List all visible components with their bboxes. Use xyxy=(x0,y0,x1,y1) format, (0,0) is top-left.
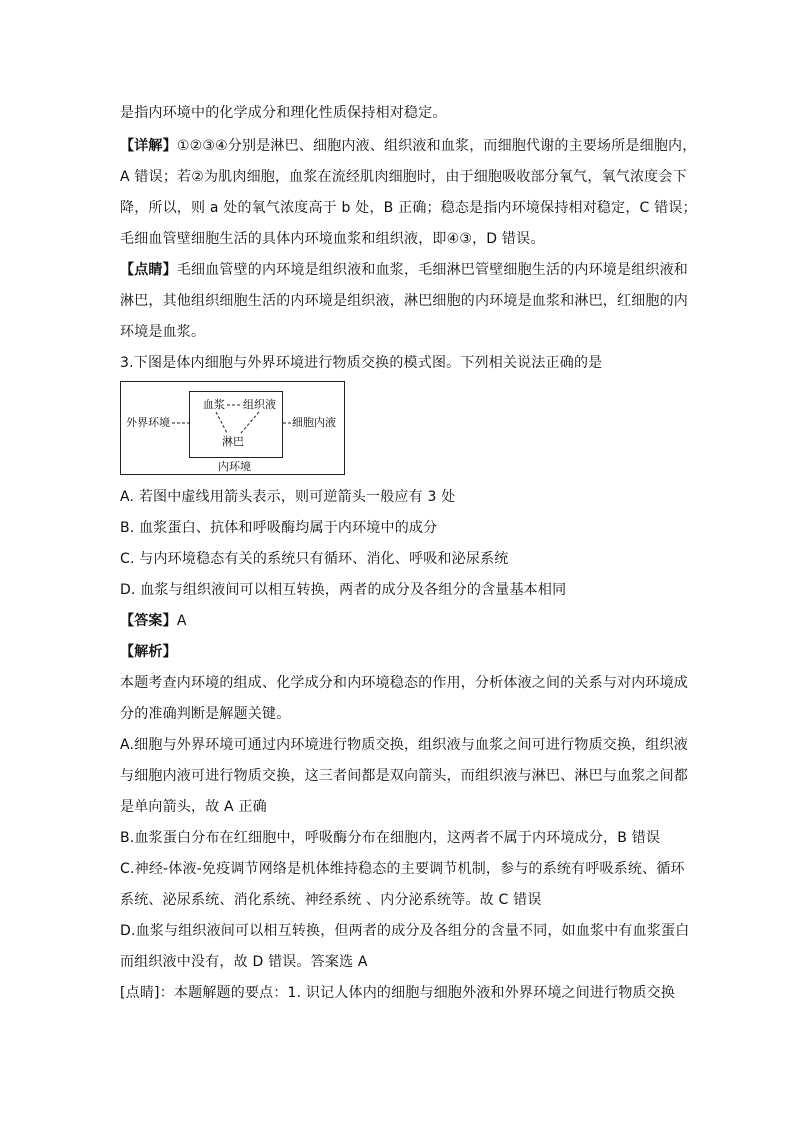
option-b: B. 血浆蛋白、抗体和呼吸酶均属于内环境中的成分 xyxy=(120,520,438,536)
answer-value: A xyxy=(176,613,187,629)
detail-line-2: A 错误；若②为肌肉细胞，血浆在流经肌肉细胞时，由于细胞吸收部分氧气，氧气浓度会下 xyxy=(120,169,687,185)
internal-environment-label: 内环境 xyxy=(218,460,251,473)
comment-line-1 xyxy=(120,260,689,280)
detail-line-3: 降，所以，则 a 处的氧气浓度高于 b 处，B 正确；稳态是指内环境保持相对稳定，C 错误； xyxy=(120,200,697,216)
intracellular-fluid-label: 细胞内液 xyxy=(292,416,336,429)
analysis-line-7: C.神经-体液-免疫调节网络是机体维持稳态的主要调节机制，参与的系统有呼吸系统、循环 xyxy=(120,861,685,877)
tissue-fluid-label: 组织液 xyxy=(243,398,276,411)
analysis-line-9: D.血浆与组织液间可以相互转换，但两者的成分及各组分的含量不同，如血浆中有血浆蛋白 xyxy=(120,923,690,939)
exchange-diagram xyxy=(120,381,346,475)
answer-line xyxy=(120,611,680,631)
question-stem: 3.下图是体内细胞与外界环境进行物质交换的模式图。下列相关说法正确的是 xyxy=(120,355,603,371)
plasma-label: 血浆 xyxy=(203,398,225,411)
detail-label: 【详解】 xyxy=(120,138,177,154)
analysis-line-6: B.血浆蛋白分布在红细胞中，呼吸酶分布在细胞内，这两者不属于内环境成分，B 错误 xyxy=(120,830,661,846)
lymph-label: 淋巴 xyxy=(222,435,244,448)
outer-environment-label: 外界环境 xyxy=(126,416,170,429)
detail-line-4: 毛细血管壁细胞生活的具体内环境血浆和组织液，即④③，D 错误。 xyxy=(120,231,545,247)
analysis-line-2: 分的准确判断是解题关键。 xyxy=(120,706,291,722)
answer-label: 【答案】 xyxy=(120,613,177,629)
detail-text-1: ①②③④分别是淋巴、细胞内液、组织液和血浆，而细胞代谢的主要场所是细胞内， xyxy=(176,138,697,154)
analysis-line-5: 是单向箭头，故 A 正确 xyxy=(120,799,267,815)
option-d: D. 血浆与组织液间可以相互转换，两者的成分及各组分的含量基本相同 xyxy=(120,582,567,598)
analysis-line-11: [点睛]：本题解题的要点：1. 识记人体内的细胞与细胞外液和外界环境之间进行物质交换 xyxy=(120,985,676,1001)
analysis-line-3: A.细胞与外界环境可通过内环境进行物质交换，组织液与血浆之间可进行物质交换，组织液 xyxy=(120,737,688,753)
analysis-line-10: 而组织液中没有，故 D 错误。答案选 A xyxy=(120,954,368,970)
option-c: C. 与内环境稳态有关的系统只有循环、消化、呼吸和泌尿系统 xyxy=(120,551,509,567)
analysis-line-1: 本题考查内环境的组成、化学成分和内环境稳态的作用，分析体液之间的关系与对内环境成 xyxy=(120,675,688,691)
comment-line-3: 环境是血浆。 xyxy=(120,324,206,340)
analysis-line-4: 与细胞内液可进行物质交换，这三者间都是双向箭头，而组织液与淋巴、淋巴与血浆之间都 xyxy=(120,768,688,784)
option-a: A. 若图中虚线用箭头表示，则可逆箭头一般应有 3 处 xyxy=(120,489,456,505)
analysis-line-8: 系统、泌尿系统、消化系统、神经系统 、内分泌系统等。故 C 错误 xyxy=(120,892,542,908)
analysis-label: 【解析】 xyxy=(120,644,177,660)
detail-line-1 xyxy=(120,136,697,156)
comment-label: 【点睛】 xyxy=(120,262,177,278)
comment-line-2: 淋巴，其他组织细胞生活的内环境是组织液，淋巴细胞的内环境是血浆和淋巴，红细胞的内 xyxy=(120,293,688,309)
intro-tail: 是指内环境中的化学成分和理化性质保持相对稳定。 xyxy=(120,105,447,121)
comment-text-1: 毛细血管壁的内环境是组织液和血浆，毛细淋巴管壁细胞生活的内环境是组织液和 xyxy=(176,262,689,278)
